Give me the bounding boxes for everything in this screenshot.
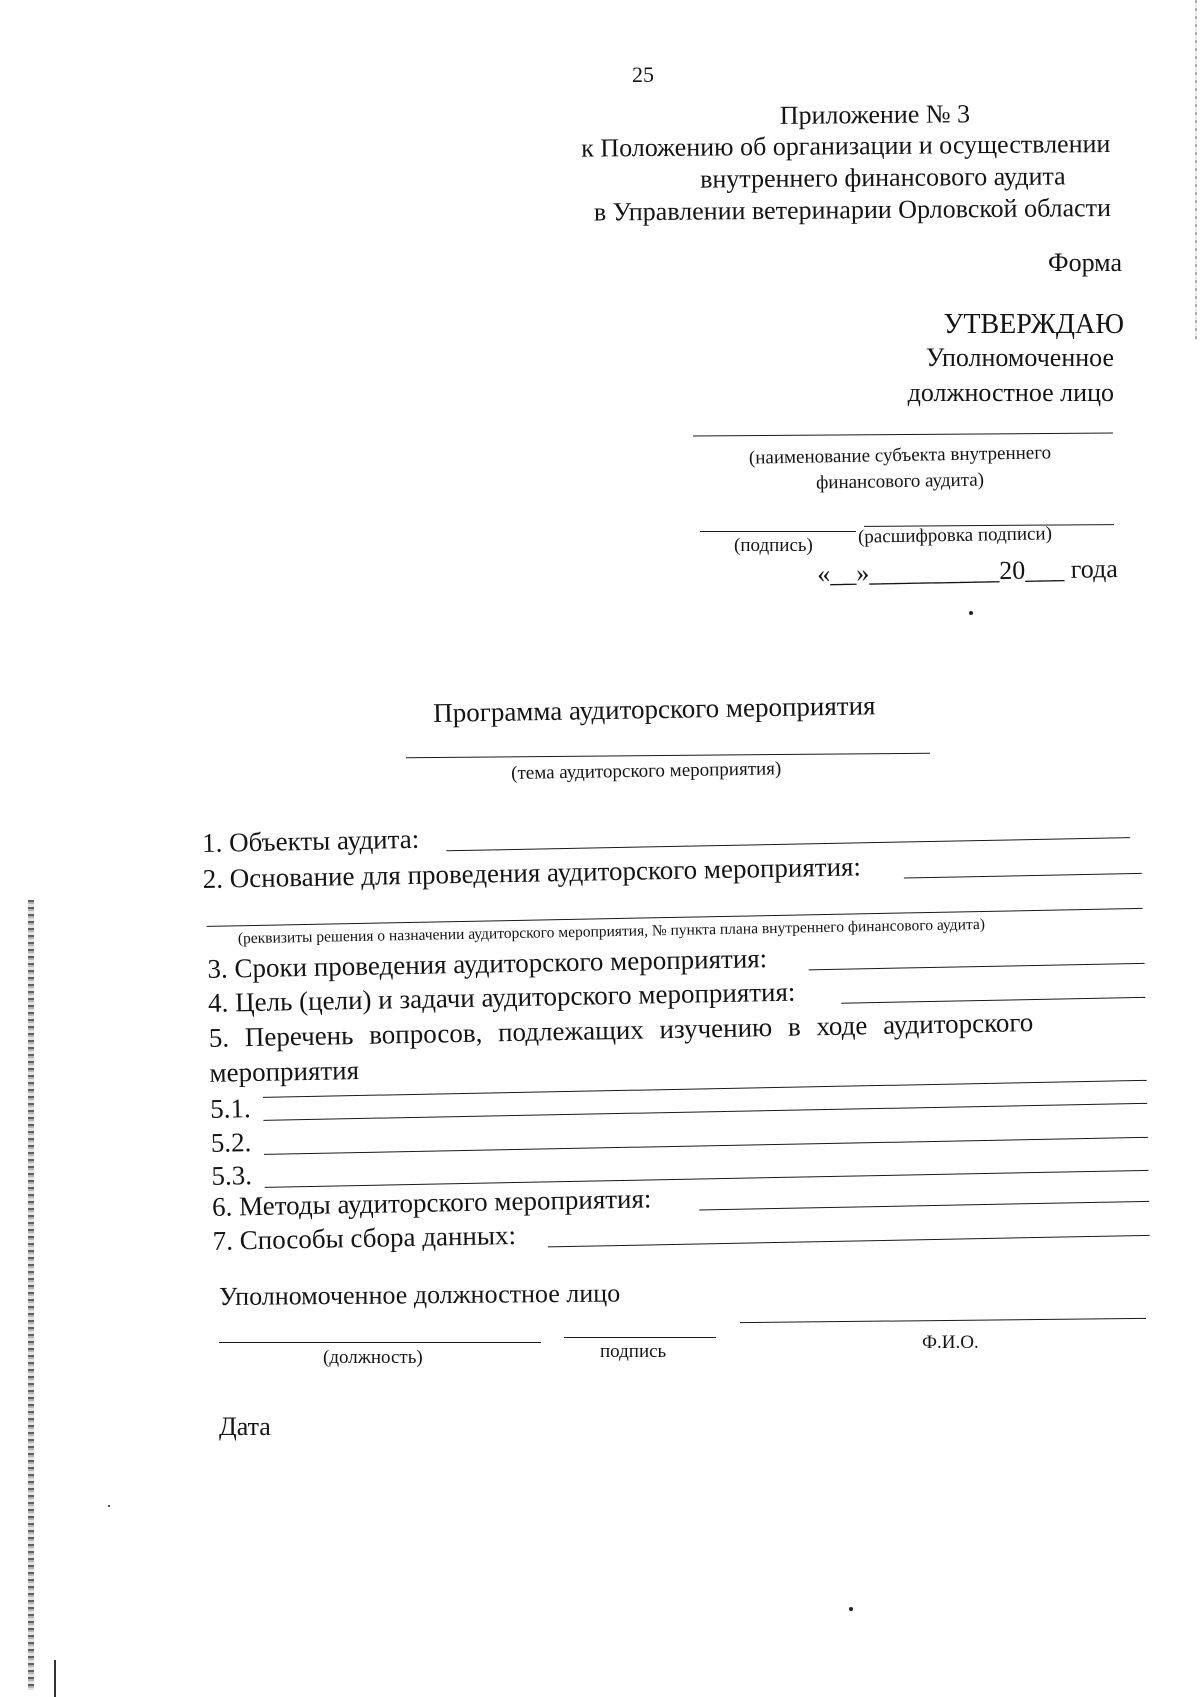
- item-terms: 3. Сроки проведения аудиторского мероприятия:: [207, 943, 768, 984]
- item-question-2-line: [264, 1137, 1148, 1155]
- item-methods-line: [699, 1201, 1149, 1211]
- item-questions: 5. Перечень вопросов, подлежащих изучению в ходе аудиторского: [208, 1007, 1034, 1053]
- signature-caption-footer: подпись: [600, 1341, 667, 1362]
- item-objects-line: [446, 837, 1130, 851]
- appendix-reference: в Управлении ветеринарии Орловской области: [593, 192, 1112, 227]
- item-goals-line: [841, 997, 1145, 1004]
- approval-role: Уполномоченное: [925, 343, 1114, 372]
- appendix-number: Приложение № 3: [779, 99, 971, 130]
- position-caption: (должность): [323, 1347, 423, 1368]
- item-methods: 6. Методы аудиторского мероприятия:: [211, 1183, 652, 1222]
- item-question-1: 5.1.: [209, 1093, 251, 1124]
- item-questions-cont: мероприятия: [209, 1054, 360, 1088]
- topic-caption: (тема аудиторского мероприятия): [510, 758, 782, 784]
- approval-role: должностное лицо: [907, 378, 1114, 407]
- scan-edge-artifact: [1195, 0, 1197, 340]
- item-basis: 2. Основание для проведения аудиторского мероприятия:: [202, 851, 862, 894]
- approval-date: «__»__________20___ года: [817, 554, 1119, 589]
- item-data-collection-line: [548, 1235, 1150, 1248]
- appendix-reference: внутреннего финансового аудита: [700, 161, 1066, 194]
- authorized-person-label: Уполномоченное должностное лицо: [218, 1278, 621, 1311]
- item-terms-line: [809, 963, 1145, 970]
- page-number: 25: [632, 62, 654, 87]
- subject-caption: (наименование субъекта внутреннего: [748, 442, 1052, 469]
- appendix-reference: к Положению об организации и осуществлении: [581, 128, 1111, 163]
- signature-caption: (подпись): [734, 535, 813, 556]
- form-label: Форма: [1048, 248, 1122, 277]
- item-objects: 1. Объекты аудита:: [201, 823, 420, 858]
- program-title: Программа аудиторского мероприятия: [432, 690, 876, 728]
- item-question-1-line-top: [263, 1080, 1147, 1098]
- item-basis-line: [904, 873, 1142, 879]
- item-question-1-line: [263, 1103, 1147, 1121]
- name-caption: Ф.И.О.: [922, 1332, 979, 1353]
- approval-title: УТВЕРЖДАЮ: [943, 309, 1124, 340]
- subject-caption: финансового аудита): [815, 469, 985, 494]
- item-data-collection: 7. Способы сбора данных:: [212, 1220, 517, 1256]
- item-question-2: 5.2.: [210, 1127, 252, 1158]
- item-question-3: 5.3.: [211, 1160, 253, 1191]
- signature-line-footer: [564, 1337, 716, 1338]
- item-question-3-line: [265, 1170, 1149, 1188]
- item-goals: 4. Цель (цели) и задачи аудиторского мероприятия:: [207, 976, 796, 1018]
- signature-decoding-caption: (расшифровка подписи): [857, 523, 1053, 548]
- item-basis-caption: (реквизиты решения о назначении аудиторского мероприятия, № пункта плана внутреннего финансового аудита): [237, 915, 986, 948]
- position-line: [219, 1342, 541, 1343]
- date-label: Дата: [219, 1412, 271, 1441]
